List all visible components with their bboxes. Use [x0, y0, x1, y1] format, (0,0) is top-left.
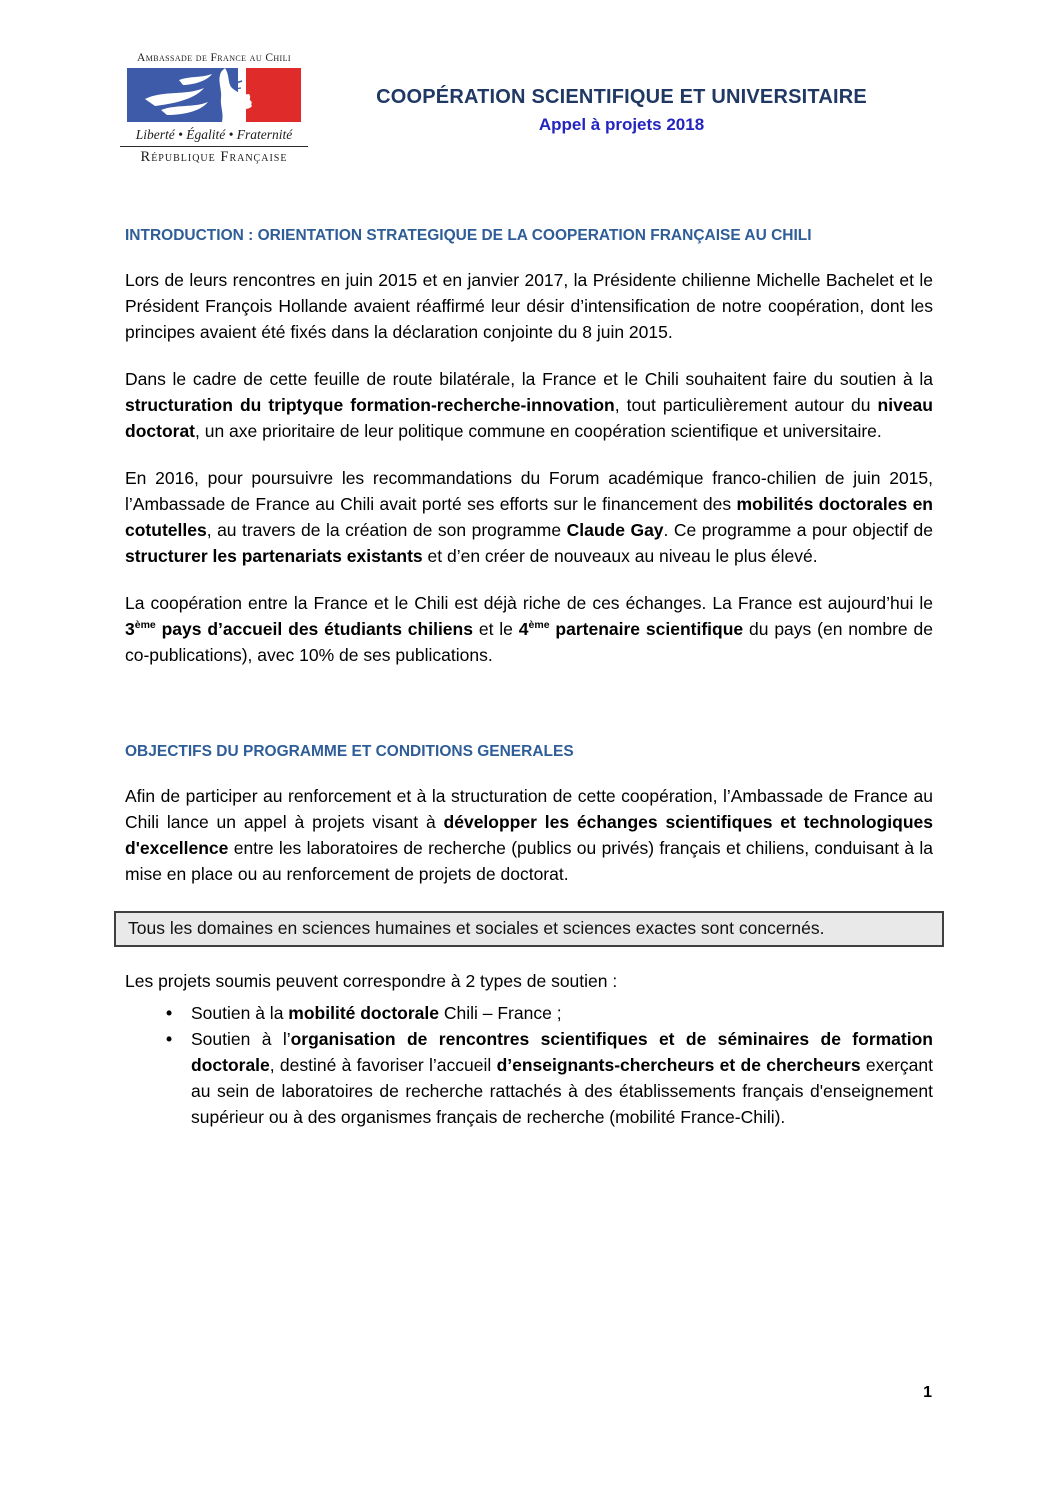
document-body [125, 226, 933, 1130]
paragraph [125, 968, 933, 994]
text-run: Afin de participer au renforcement et à la structuration de cette coopération, l’Ambassade de France au Chili lance un appel à projets visant à [125, 786, 933, 832]
text-run: entre les laboratoires de recherche (publics ou privés) français et chiliens, conduisant à la mise en place ou au renforcement de projets de doctorat. [125, 838, 933, 884]
french-flag-marianne-icon [127, 68, 301, 122]
text-run: , au travers de la création de son programme [206, 520, 567, 540]
text-run: partenaire scientifique [549, 619, 744, 639]
text-run: mobilités doctorales en cotutelles [125, 494, 933, 540]
text-run: Soutien à l’ [191, 1029, 291, 1049]
text-run: organisation de rencontres scientifiques et de séminaires de formation doctorale [191, 1029, 933, 1075]
text-run: , tout particulièrement autour du [614, 395, 878, 415]
text-run: pays d’accueil des étudiants chiliens [155, 619, 473, 639]
document-title: COOPÉRATION SCIENTIFIQUE ET UNIVERSITAIRE [376, 86, 867, 108]
text-run: ème [528, 619, 550, 632]
text-run: Soutien à la [191, 1003, 289, 1023]
text-run: niveau doctorat [125, 395, 933, 441]
callout-box [114, 911, 944, 947]
text-run: ème [134, 619, 156, 632]
bullet-item [166, 1000, 933, 1026]
paragraph [125, 590, 933, 668]
section-2 [125, 742, 933, 1130]
paragraph [125, 366, 933, 444]
page-number: 1 [923, 1384, 932, 1401]
logo-bottom-text: République Française [140, 149, 288, 165]
logo-top-text: Ambassade de France au Chili [137, 52, 291, 64]
text-run: Lors de leurs rencontres en juin 2015 et en janvier 2017, la Présidente chilienne Michelle Bachelet et le Président François Hollande avaient réaffirmé leur désir d’intensification de notre coopération, dont les principes avaient été fixés dans la déclaration conjointe du 8 juin 2015. [125, 270, 933, 342]
text-run: et d’en créer de nouveaux au niveau le plus élevé. [422, 546, 818, 566]
france-embassy-logo [118, 52, 310, 166]
text-run: , un axe prioritaire de leur politique commune en coopération scientifique et universitaire. [195, 421, 882, 441]
text-run: exerçant au sein de laboratoires de recherche rattachés à des établissements français d'enseignement supérieur ou à des organismes français de recherche (mobilité France-Chili). [191, 1055, 933, 1127]
bullet-item [166, 1026, 933, 1130]
section-1 [125, 226, 933, 668]
text-run: 4 [518, 619, 529, 639]
paragraph [125, 465, 933, 569]
text-run: mobilité doctorale [288, 1003, 440, 1023]
text-run: Tous les domaines en sciences humaines et sociales et sciences exactes sont concernés. [128, 918, 825, 938]
text-run: structuration du triptyque formation-recherche-innovation [125, 395, 615, 415]
paragraph [125, 783, 933, 887]
bullet-list [125, 1000, 933, 1130]
text-run: En 2016, pour poursuivre les recommandations du Forum académique franco-chilien de juin 2015, l’Ambassade de France au Chili avait porté ses efforts sur le financement des [125, 468, 933, 514]
text-run: Claude Gay [566, 520, 664, 540]
section-heading: OBJECTIFS DU PROGRAMME ET CONDITIONS GENERALES [125, 743, 574, 760]
text-run: Chili – France ; [439, 1003, 562, 1023]
text-run: 3 [125, 619, 135, 639]
text-run: Dans le cadre de cette feuille de route bilatérale, la France et le Chili souhaitent faire du soutien à la [125, 369, 933, 389]
title-block [310, 52, 933, 135]
document-subtitle: Appel à projets 2018 [538, 115, 705, 134]
text-run: d’enseignants-chercheurs et de chercheurs [496, 1055, 861, 1075]
document-header [0, 0, 1058, 166]
paragraph [125, 267, 933, 345]
text-run: Les projets soumis peuvent correspondre à 2 types de soutien : [125, 971, 618, 991]
text-run: du pays (en nombre de co-publications), avec 10% de ses publications. [125, 619, 933, 665]
logo-divider [120, 146, 308, 147]
text-run: développer les échanges scientifiques et technologiques d'excellence [125, 812, 933, 858]
section-heading: INTRODUCTION : ORIENTATION STRATEGIQUE DE LA COOPERATION FRANÇAISE AU CHILI [125, 227, 812, 244]
text-run: structurer les partenariats existants [125, 546, 423, 566]
text-run: et le [472, 619, 519, 639]
text-run: . Ce programme a pour objectif de [663, 520, 933, 540]
text-run: La coopération entre la France et le Chili est déjà riche de ces échanges. La France est aujourd’hui le [125, 593, 933, 613]
logo-motto: Liberté • Égalité • Fraternité [135, 127, 293, 142]
text-run: , destiné à favoriser l’accueil [269, 1055, 497, 1075]
